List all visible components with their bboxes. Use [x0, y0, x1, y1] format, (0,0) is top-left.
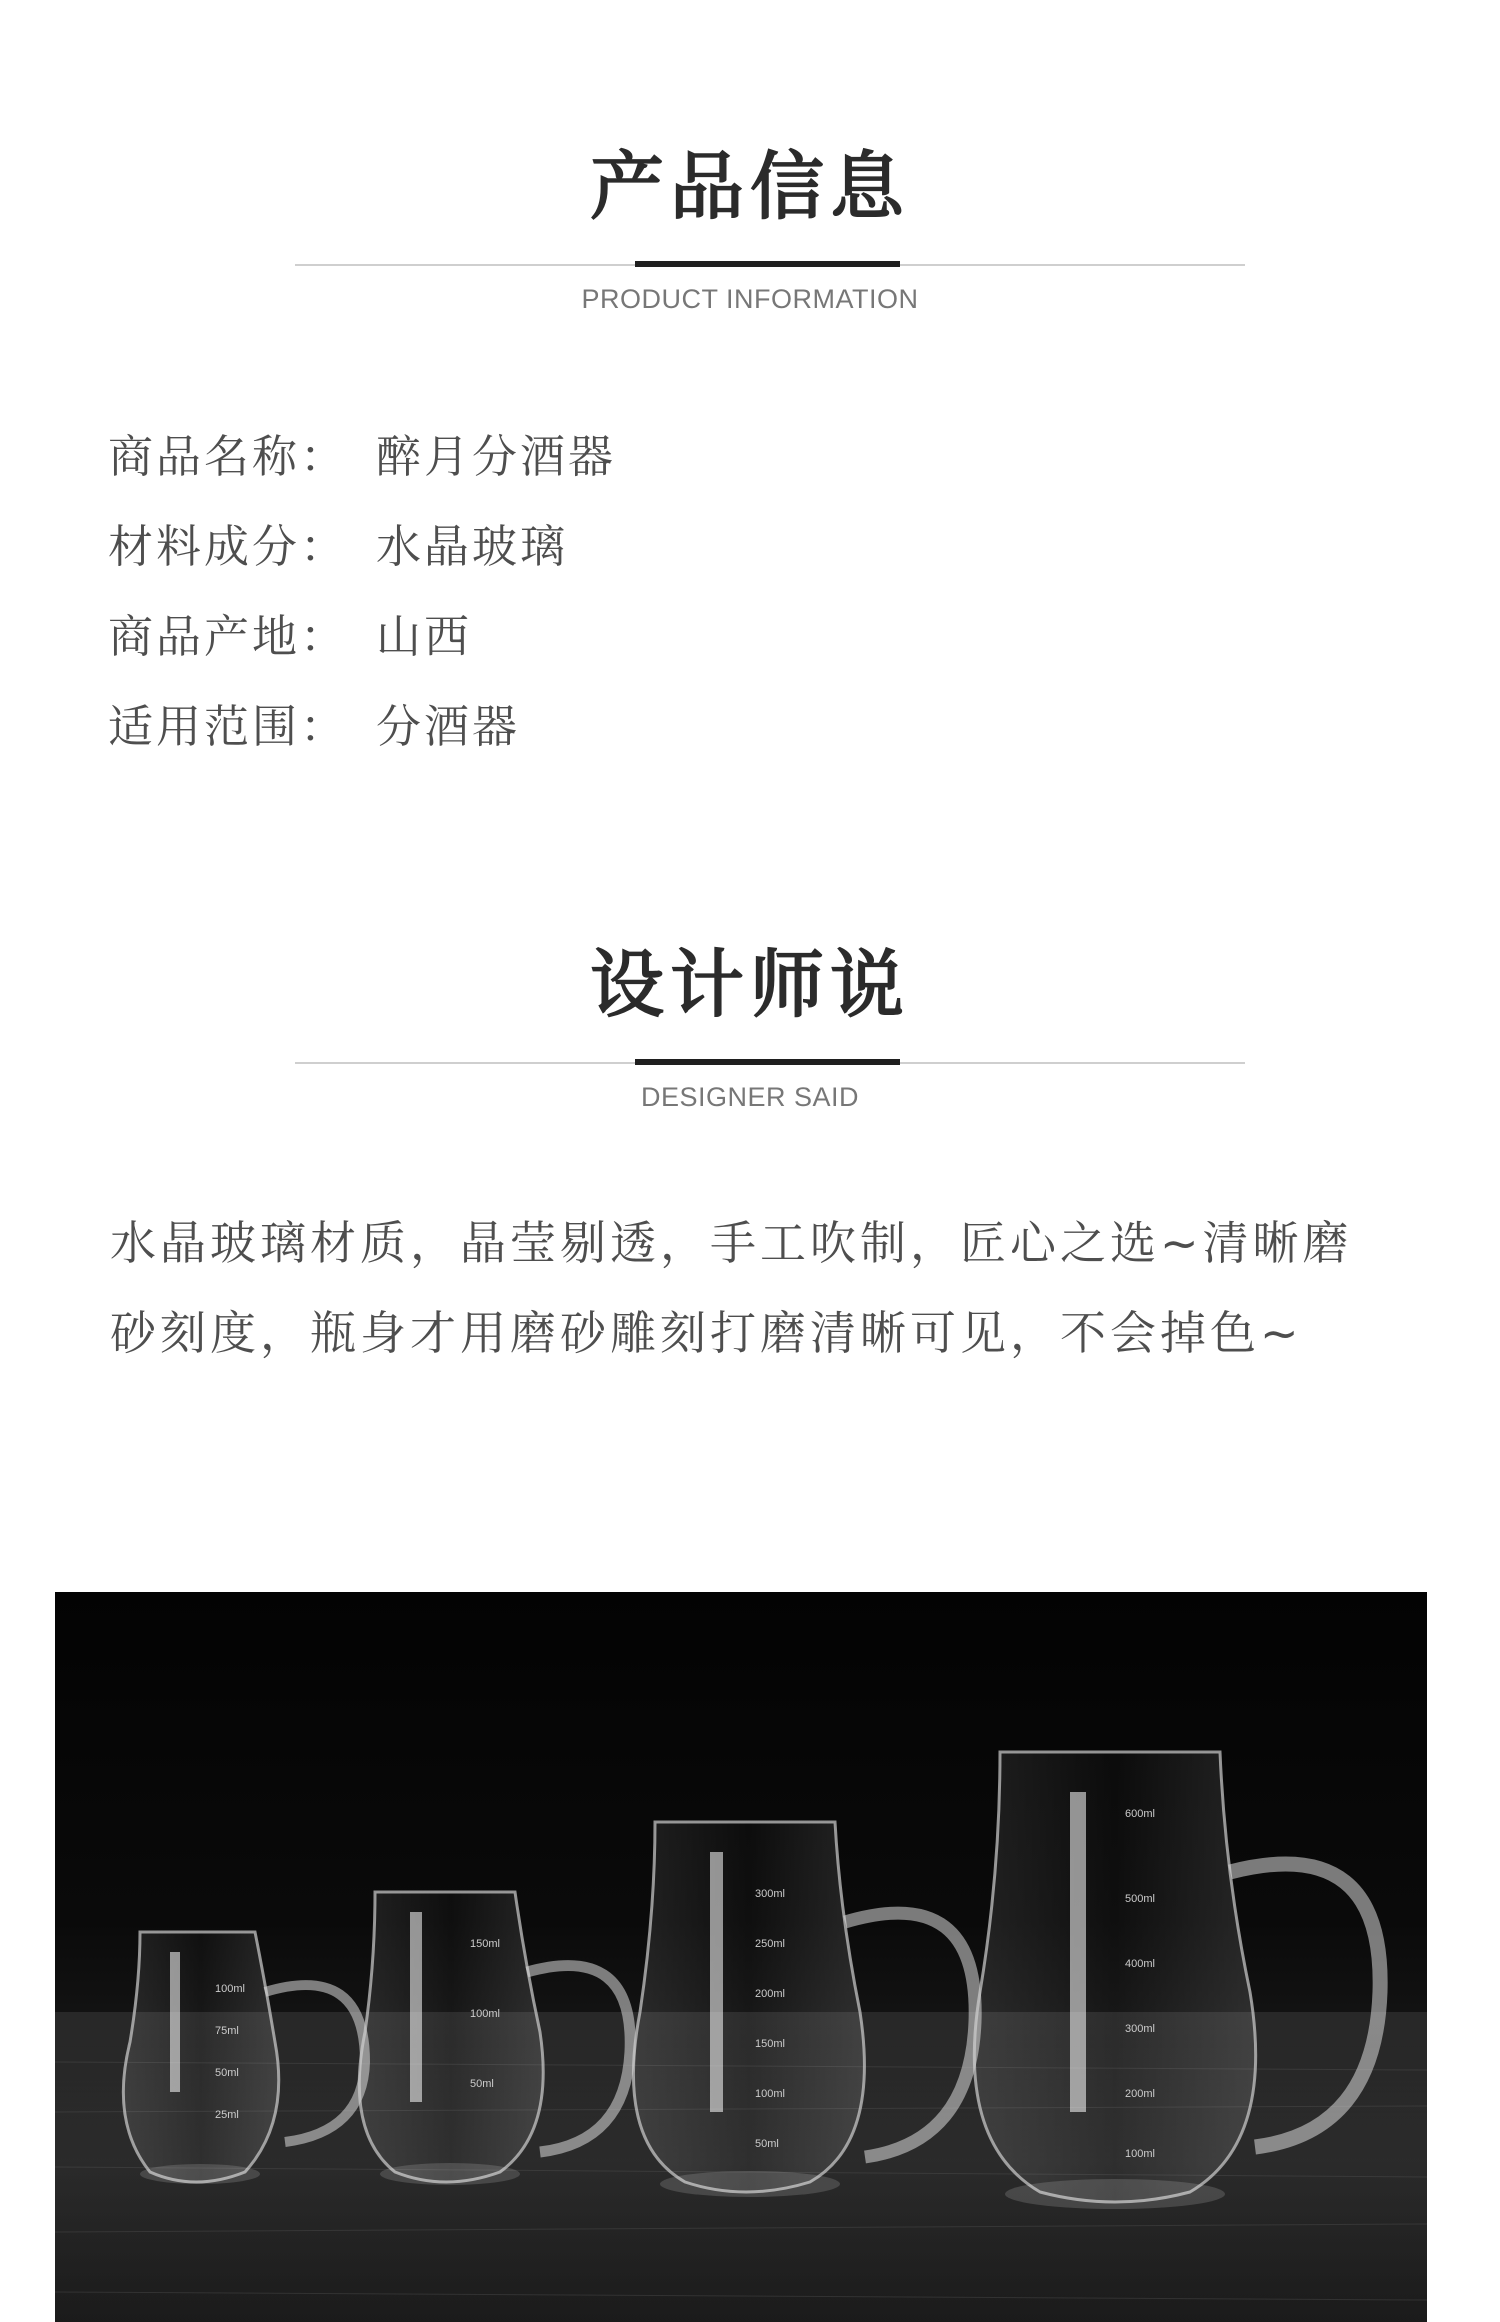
- product-info-divider-accent: [635, 261, 900, 267]
- designer-description-line: 水晶玻璃材质，晶莹剔透，手工吹制，匠心之选~清晰磨: [110, 1216, 1353, 1270]
- product-info-title: 产品信息: [590, 144, 910, 230]
- graduation-mark: 50ml: [470, 2078, 494, 2090]
- info-label: 材料成分：: [108, 520, 349, 573]
- graduation-mark: 600ml: [1125, 1808, 1155, 1820]
- graduation-mark: 100ml: [470, 2008, 500, 2020]
- graduation-mark: 400ml: [1125, 1958, 1155, 1970]
- designer-title: 设计师说: [590, 942, 910, 1028]
- graduation-mark: 100ml: [1125, 2148, 1155, 2160]
- graduation-mark: 150ml: [755, 2038, 785, 2050]
- designer-subtitle: DESIGNER SAID: [640, 1082, 860, 1112]
- info-row-material: [108, 502, 616, 592]
- graduation-mark: 100ml: [755, 2088, 785, 2100]
- graduation-mark: 250ml: [755, 1938, 785, 1950]
- info-value: 山西: [376, 610, 473, 663]
- info-value: 醉月分酒器: [376, 430, 617, 483]
- graduation-mark: 75ml: [215, 2025, 239, 2037]
- product-photo-art: [55, 1592, 1427, 2322]
- info-row-usage: [108, 682, 616, 772]
- product-info-header: [0, 144, 1500, 230]
- graduation-mark: 300ml: [755, 1888, 785, 1900]
- graduation-mark: 300ml: [1125, 2023, 1155, 2035]
- graduation-mark: 25ml: [215, 2109, 239, 2121]
- graduation-mark: 200ml: [755, 1988, 785, 2000]
- graduation-mark: 150ml: [470, 1938, 500, 1950]
- designer-divider-accent: [635, 1059, 900, 1065]
- designer-description-line: 砂刻度，瓶身才用磨砂雕刻打磨清晰可见，不会掉色~: [110, 1306, 1303, 1360]
- info-label: 商品产地：: [108, 610, 349, 663]
- graduation-mark: 100ml: [215, 1983, 245, 1995]
- info-label: 适用范围：: [108, 700, 349, 753]
- product-info-list: [108, 412, 616, 772]
- designer-header: [0, 942, 1500, 1028]
- graduation-mark: 200ml: [1125, 2088, 1155, 2100]
- info-value: 水晶玻璃: [376, 520, 569, 573]
- graduation-mark: 500ml: [1125, 1893, 1155, 1905]
- designer-description: [110, 1198, 1420, 1378]
- graduation-mark: 50ml: [215, 2067, 239, 2079]
- info-value: 分酒器: [376, 700, 521, 753]
- graduation-mark: 50ml: [755, 2138, 779, 2150]
- info-row-origin: [108, 592, 616, 682]
- product-photo: [55, 1592, 1427, 2322]
- info-row-name: [108, 412, 616, 502]
- product-info-subtitle: PRODUCT INFORMATION: [581, 284, 919, 314]
- info-label: 商品名称：: [108, 430, 349, 483]
- jug-large: [633, 1822, 975, 2197]
